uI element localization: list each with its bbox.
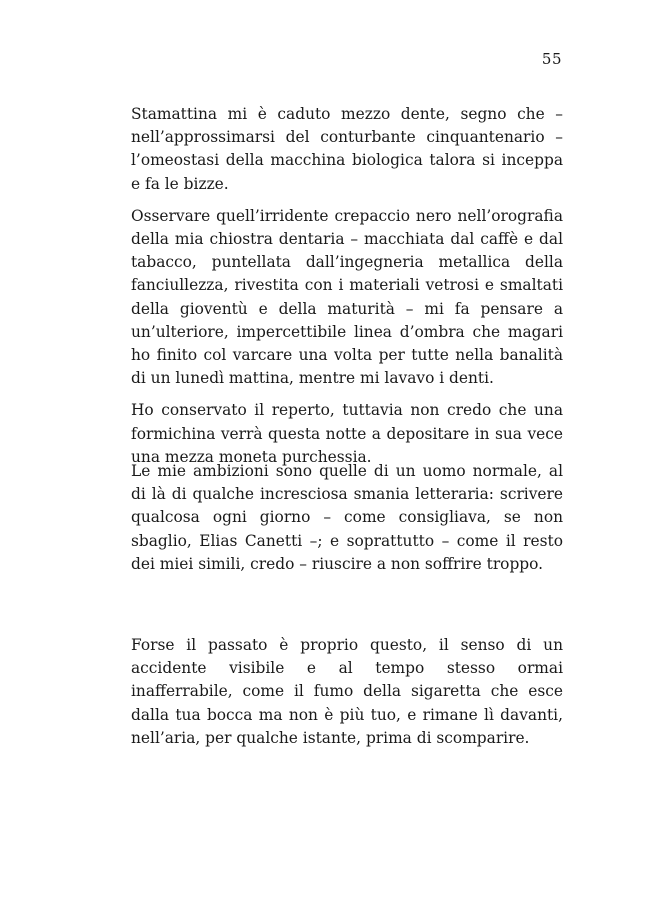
paragraph: Osservare quell’irridente crepaccio nero nell’orografia della mia chiostra dentaria – macchiata dal caffè e dal tabacco, puntellata dall’ingegneria metallica della fanciullezza, rivestita con i materiali vetrosi e smaltati della gioventù e della maturità – mi fa pensare a un’ulteriore, impercettibile linea d’ombra che magari ho finito col varcare una volta per tutte nella banalità di un lunedì mattina, mentre mi lavavo i denti. [131,206,563,388]
paragraph: Ho conservato il reperto, tuttavia non credo che una formichina verrà questa notte a depositare in sua vece una mezza moneta purchessia. [131,401,563,466]
paragraph: Forse il passato è proprio questo, il senso di un accidente visibile e al tempo stesso ormai inafferrabile, come il fumo della sigaretta che esce dalla tua bocca ma non è più tuo, e rimane lì davanti, nell’aria, per qualche istante, prima di scomparire. [131,636,563,747]
text-block-past [131,634,563,750]
text-block-tooth [131,103,563,469]
paragraph: Stamattina mi è caduto mezzo dente, segno che – nell’approssimarsi del conturbante cinquantenario – l’omeostasi della macchina biologica talora si inceppa e fa le bizze. [131,105,563,193]
paragraph: Le mie ambizioni sono quelle di un uomo normale, al di là di qualche incresciosa smania letteraria: scrivere qualcosa ogni giorno – come consigliava, se non sbaglio, Elias Canetti –; e soprattutto – come il resto dei miei simili, credo – riuscire a non soffrire troppo. [131,462,563,573]
page-number: 55 [541,50,562,68]
text-block-ambitions [131,460,563,576]
